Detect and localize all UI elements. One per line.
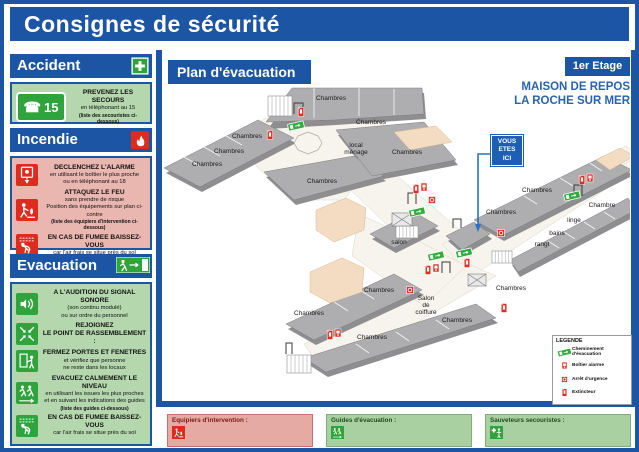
room-label: rangt xyxy=(534,241,550,248)
incendie-section-header xyxy=(10,128,152,152)
instruction-text: EVACUEZ CALMEMENT LE NIVEAU en utilisant les issues les plus proches et en suivant les indications des guides (liste des guides ci-dessous) xyxy=(44,374,145,412)
room-label: Chambre xyxy=(588,202,616,209)
emergency-phone-icon xyxy=(16,92,66,122)
extincteur-icon xyxy=(501,304,507,313)
incendie-instructions-box xyxy=(10,156,152,250)
room-label: Chambres xyxy=(192,161,222,168)
map-legend xyxy=(552,335,632,405)
team-box-label: Sauveteurs secouristes : xyxy=(490,417,565,424)
you-are-here-text-line: ETES xyxy=(498,146,516,154)
accident-note: (liste des secouristes ci-dessous) xyxy=(78,112,138,125)
room-label: salon xyxy=(391,239,407,246)
legend-item-label: Cheminement d'évacuation xyxy=(572,347,604,357)
room-label: Chambres xyxy=(316,95,346,102)
team-box-intervention xyxy=(167,414,313,447)
emergency-number: 15 xyxy=(43,99,59,115)
green-cross-icon xyxy=(131,57,149,75)
room-label: local ménage xyxy=(344,142,368,156)
room-label: Chambres xyxy=(522,187,552,194)
instruction-text: A L'AUDITION DU SIGNAL SONORE (son continu modulé) ou sur ordre du personnel xyxy=(53,289,136,319)
instruction-item xyxy=(14,189,148,231)
instruction-item xyxy=(14,414,148,438)
legend-title: LEGENDE xyxy=(556,338,583,344)
room-label: Chambres xyxy=(357,334,387,341)
alarmbox-icon xyxy=(16,164,38,186)
extincteur-icon xyxy=(327,331,333,340)
legend-item xyxy=(556,387,628,398)
accident-line: en téléphonant au 15 xyxy=(80,105,136,112)
arret-urgence-icon xyxy=(407,287,414,294)
door-icon xyxy=(16,350,38,372)
legend-item-label: Boîtier alarme xyxy=(572,363,604,368)
room-label: bains xyxy=(549,230,565,237)
aid-icon xyxy=(490,426,503,439)
room-label: Chambres xyxy=(486,209,516,216)
arret-urgence-icon xyxy=(429,197,436,204)
instruction-text: FERMEZ PORTES ET FENETRES et vérifiez que personne ne reste dans les locaux xyxy=(42,349,147,371)
instruction-text: EN CAS DE FUMEE BAISSEZ-VOUS car l'air frais se situe près du sol xyxy=(47,413,142,437)
legend-item-label: Extincteur xyxy=(572,390,596,395)
instruction-item xyxy=(14,375,148,412)
evacuation-instructions-box xyxy=(10,282,152,446)
legend-item xyxy=(556,360,628,371)
room-label: Chambres xyxy=(392,149,422,156)
evacuation-header-label: Evacuation xyxy=(17,257,98,274)
instruction-item xyxy=(14,289,148,320)
boitier-alarme-icon xyxy=(421,183,427,191)
instruction-item xyxy=(14,349,148,373)
page-title: Consignes de sécurité xyxy=(10,7,629,41)
instruction-text: REJOIGNEZ LE POINT DE RASSEMBLEMENT : xyxy=(42,321,147,346)
accident-instructions-box xyxy=(10,82,152,124)
boitier-alarme-icon xyxy=(587,174,593,182)
plan-title: Plan d'évacuation xyxy=(168,60,311,84)
sound-icon xyxy=(16,293,38,315)
exit-sign-icon xyxy=(116,257,150,275)
accident-section-header xyxy=(10,54,152,78)
exit-sign-icon xyxy=(556,347,572,358)
arret-urgence-icon xyxy=(556,374,572,385)
building-name-line2: LA ROCHE SUR MER xyxy=(514,95,630,108)
flame-icon xyxy=(131,131,149,149)
extincteur-icon xyxy=(267,131,273,140)
team-box-secouristes xyxy=(485,414,631,447)
legend-item xyxy=(556,347,628,358)
accident-header-label: Accident xyxy=(17,57,81,74)
room-label: Chambres xyxy=(364,287,394,294)
accident-title: PREVENEZ LES SECOURS xyxy=(82,89,134,105)
crouch-icon xyxy=(16,415,38,437)
room-label: Salon de coiffure xyxy=(415,295,437,316)
room-label: Chambres xyxy=(294,310,324,317)
you-are-here-text-line: VOUS xyxy=(497,138,517,145)
extincteur-icon xyxy=(579,176,585,185)
room-label: linge xyxy=(567,217,581,224)
runpair-icon xyxy=(331,426,344,439)
instruction-text: EN CAS DE FUMEE BAISSEZ-VOUS xyxy=(47,233,142,249)
room-label: Chambres xyxy=(232,133,262,140)
instruction-item xyxy=(14,322,148,347)
room-label: Chambres xyxy=(442,317,472,324)
boitier-alarme-icon xyxy=(556,360,572,371)
extincteur-icon xyxy=(298,108,304,117)
extincteur-icon xyxy=(425,266,431,275)
team-box-label: Equipiers d'intervention : xyxy=(172,417,248,424)
instruction-text: DECLENCHEZ L'ALARME en utilisant le boîtier le plus proche ou en téléphonant au 18 xyxy=(49,163,140,186)
room-label: Chambres xyxy=(307,178,337,185)
room-label: Chambres xyxy=(356,119,386,126)
you-are-here-text-line: ICI xyxy=(502,154,512,162)
instruction-item xyxy=(14,163,148,187)
assembly-icon xyxy=(16,323,38,345)
room-label: Chambres xyxy=(496,285,526,292)
instruction-text: ATTAQUEZ LE FEU sans prendre de risque Position des équipements sur plan ci-contre (liste des équipiers d'intervention ci-dessous) xyxy=(46,189,143,232)
attack-icon xyxy=(16,199,38,221)
boitier-alarme-icon xyxy=(335,329,341,337)
building-name xyxy=(444,80,631,109)
you-are-here-marker xyxy=(491,135,523,166)
extincteur-icon xyxy=(556,387,572,398)
extincteur-icon xyxy=(413,185,419,194)
runpair-icon xyxy=(16,382,38,404)
boitier-alarme-icon xyxy=(433,264,439,272)
floor-badge: 1er Etage xyxy=(565,57,630,76)
attack-icon xyxy=(172,426,185,439)
team-box-guides xyxy=(326,414,472,447)
phone-icon: ☎ xyxy=(23,99,41,116)
extincteur-icon xyxy=(464,259,470,268)
building-name-line1: MAISON DE REPOS xyxy=(521,81,630,93)
evacuation-section-header xyxy=(10,254,152,278)
legend-item-label: Arrêt d'urgence xyxy=(572,376,608,382)
incendie-header-label: Incendie xyxy=(17,131,78,148)
team-box-label: Guides d'évacuation : xyxy=(331,417,397,424)
legend-item xyxy=(556,374,628,385)
arret-urgence-icon xyxy=(498,230,505,237)
room-label: Chambres xyxy=(214,148,244,155)
